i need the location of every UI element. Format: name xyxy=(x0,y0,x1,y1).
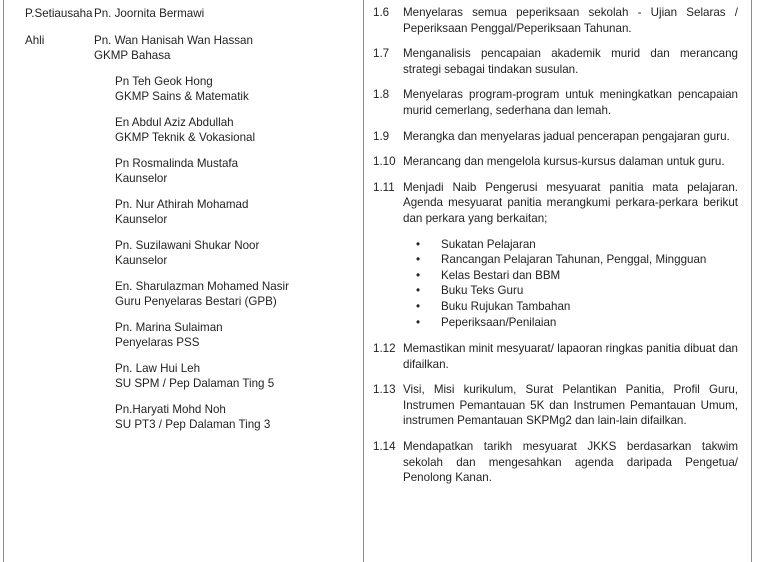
list-item xyxy=(416,237,751,253)
clause-item xyxy=(364,439,751,486)
clause-item xyxy=(364,154,751,170)
list-item xyxy=(115,402,363,433)
clause-item xyxy=(364,129,751,145)
person-name: Pn. Law Hui Leh xyxy=(115,361,201,375)
person-name: En Abdul Aziz Abdullah xyxy=(115,115,234,129)
list-item xyxy=(115,361,363,392)
clause-number: 1.9 xyxy=(373,129,390,143)
person-post: Kaunselor xyxy=(115,213,168,226)
person-name: Pn. Marina Sulaiman xyxy=(115,320,223,334)
bullet-text: Sukatan Pelajaran xyxy=(441,237,536,251)
clause-number: 1.10 xyxy=(373,155,396,169)
list-item xyxy=(115,115,363,146)
person-post: Kaunselor xyxy=(115,254,168,267)
clause-number: 1.7 xyxy=(373,47,390,61)
bullet-text: Buku Rujukan Tambahan xyxy=(441,299,571,313)
clause-item xyxy=(364,341,751,372)
clause-text: Menyelaras semua peperiksaan sekolah - Ujian Selaras / Peperiksaan Penggal/Peperiksaan Tahunan. xyxy=(403,6,738,35)
clause-number: 1.6 xyxy=(373,6,390,19)
clause-item xyxy=(364,180,751,227)
person-post: Guru Penyelaras Bestari (GPB) xyxy=(115,295,277,308)
person-name: Pn Rosmalinda Mustafa xyxy=(115,156,239,170)
bullet-text: Buku Teks Guru xyxy=(441,284,524,298)
table-row xyxy=(4,6,363,22)
bullet-text: Peperiksaan/Penilaian xyxy=(441,315,557,329)
list-item xyxy=(416,252,751,268)
person-post: Kaunselor xyxy=(115,172,168,185)
bullet-text: Rancangan Pelajaran Tahunan, Penggal, Mingguan xyxy=(441,253,707,267)
role-person xyxy=(94,6,204,22)
person-name: Pn Teh Geok Hong xyxy=(115,74,213,88)
bullet-text: Kelas Bestari dan BBM xyxy=(441,268,561,282)
bullet-icon: • xyxy=(416,253,421,267)
clause-number: 1.8 xyxy=(373,88,390,102)
person-name: Pn. Joornita Bermawi xyxy=(94,7,205,20)
clause-text: Merancang dan mengelola kursus-kursus dalaman untuk guru. xyxy=(403,155,725,169)
person-post: Penyelaras PSS xyxy=(115,336,200,349)
role-list xyxy=(4,0,363,433)
table-cell-committee-members xyxy=(4,0,364,562)
table-cell-duties xyxy=(364,0,751,562)
clause-list xyxy=(364,0,751,486)
list-item xyxy=(416,268,751,284)
member-list xyxy=(4,74,363,433)
list-item xyxy=(115,320,363,351)
list-item xyxy=(115,156,363,187)
bullet-icon: • xyxy=(416,268,421,282)
bullet-icon: • xyxy=(416,315,421,329)
clause-number: 1.12 xyxy=(373,342,396,356)
clause-text: Menyelaras program-program untuk meningkatkan pencapaian murid cemerlang, sederhana dan lemah. xyxy=(403,88,738,117)
clause-text: Menganalisis pencapaian akademik murid dan merancang strategi sebagai tindakan susulan. xyxy=(403,47,738,76)
clause-sub-bullet-list xyxy=(364,237,751,331)
clause-text: Visi, Misi kurikulum, Surat Pelantikan Panitia, Profil Guru, Instrumen Pemantauan 5K dan Instrumen Pemantauan Umum, instrumen Pemantauan SKPMg2 dan lain-lain difailkan. xyxy=(403,383,738,428)
person-name: Pn. Nur Athirah Mohamad xyxy=(115,197,249,211)
clause-number: 1.13 xyxy=(373,383,396,397)
person-name: Pn. Suzilawani Shukar Noor xyxy=(115,238,260,252)
person-post: SU SPM / Pep Dalaman Ting 5 xyxy=(115,377,275,390)
bullet-icon: • xyxy=(416,284,421,298)
table-row xyxy=(4,33,363,64)
committee-table xyxy=(3,0,752,562)
person-name: Pn. Wan Hanisah Wan Hassan xyxy=(94,33,253,47)
clause-text: Memastikan minit mesyuarat/ lapaoran ringkas panitia dibuat dan difailkan. xyxy=(403,342,738,371)
clause-number: 1.14 xyxy=(373,440,396,454)
clause-text: Mendapatkan tarikh mesyuarat JKKS berdasarkan takwim sekolah dan mengesahkan agenda daripada Pengetua/ Penolong Kanan. xyxy=(403,440,738,485)
role-person xyxy=(94,33,253,64)
person-post: SU PT3 / Pep Dalaman Ting 3 xyxy=(115,418,271,431)
clause-item xyxy=(364,46,751,77)
clause-text: Menjadi Naib Pengerusi mesyuarat panitia mata pelajaran. Agenda mesyuarat panitia merangkumi perkara-perkara berikut dan perkara yang berkaitan; xyxy=(403,180,738,225)
list-item xyxy=(416,283,751,299)
clause-text: Merangka dan menyelaras jadual pencerapan pengajaran guru. xyxy=(403,129,730,143)
list-item xyxy=(416,299,751,315)
person-name: Pn.Haryati Mohd Noh xyxy=(115,402,226,416)
person-name: En. Sharulazman Mohamed Nasir xyxy=(115,279,289,293)
list-item xyxy=(115,238,363,269)
bullet-icon: • xyxy=(416,299,421,313)
clause-item xyxy=(364,5,751,36)
bullet-icon: • xyxy=(416,237,421,251)
list-item xyxy=(115,279,363,310)
list-item xyxy=(115,197,363,228)
person-post: GKMP Sains & Matematik xyxy=(115,90,249,103)
person-post: GKMP Teknik & Vokasional xyxy=(115,131,256,144)
clause-number: 1.11 xyxy=(373,180,395,194)
person-post: GKMP Bahasa xyxy=(94,49,171,62)
role-label: P.Setiausaha xyxy=(25,7,93,20)
role-label: Ahli xyxy=(25,33,45,47)
list-item xyxy=(416,315,751,331)
list-item xyxy=(115,74,363,105)
clause-item xyxy=(364,87,751,118)
clause-item xyxy=(364,382,751,429)
